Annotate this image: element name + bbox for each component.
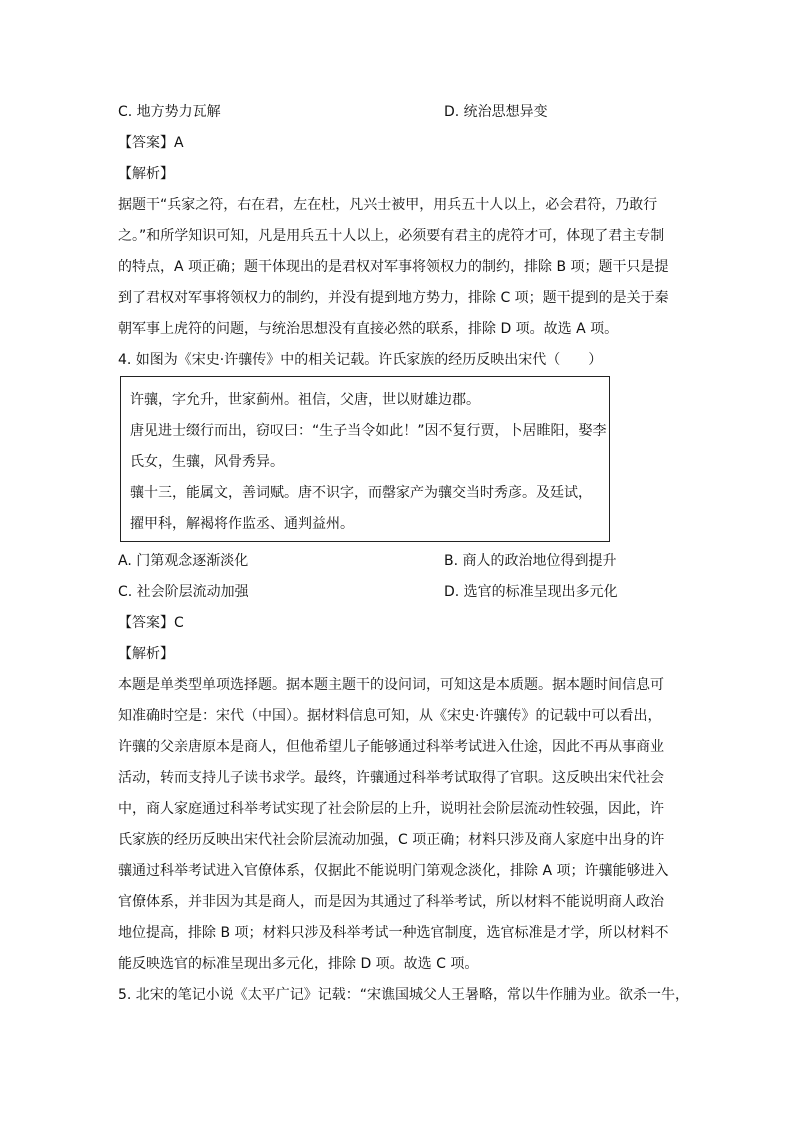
q4-analysis-line: 活动，转而支持儿子读书求学。最终，许骧通过科举考试取得了官职。这反映出宋代社会 [118, 770, 664, 786]
q4-stem: 4. 如图为《宋史·许骧传》中的相关记载。许氏家族的经历反映出宋代（ ） [118, 352, 603, 368]
q4-analysis-line: 骧通过科举考试进入官僚体系，仅据此不能说明门第观念淡化，排除 A 项；许骧能够进入 [118, 863, 669, 879]
q4-analysis-line: 能反映选官的标准呈现出多元化，排除 D 项。故选 C 项。 [118, 956, 479, 972]
q3-option-c: C. 地方势力瓦解 [118, 104, 221, 120]
q4-answer: 【答案】C [118, 615, 184, 631]
q4-analysis-line: 本题是单类型单项选择题。据本题主题干的设问词，可知这是本质题。据本题时间信息可 [118, 677, 664, 693]
q4-quote-line: 骧十三，能属文，善词赋。唐不识字，而罄家产为骧交当时秀彦。及廷试， [130, 485, 592, 501]
q4-analysis-line: 官僚体系，并非因为其是商人，而是因为其通过了科举考试，所以材料不能说明商人政治 [118, 894, 664, 910]
q4-analysis-line: 知准确时空是：宋代（中国）。据材料信息可知，从《宋史·许骧传》的记载中可以看出， [118, 708, 662, 724]
q4-quote-line: 唐见进士缀行而出，窃叹曰：“生子当令如此！”因不复行贾，卜居睢阳，娶李 [130, 423, 607, 439]
q4-option-d: D. 选官的标准呈现出多元化 [444, 584, 618, 600]
q5-stem: 5. 北宋的笔记小说《太平广记》记载：“宋谯国城父人王暑略，常以牛作脯为业。欲杀一牛， [118, 987, 690, 1003]
q4-quote-line: 许骧，字允升，世家蓟州。祖信，父唐，世以财雄边郡。 [130, 392, 480, 408]
q4-analysis-label: 【解析】 [118, 646, 174, 662]
q4-option-b: B. 商人的政治地位得到提升 [444, 553, 617, 569]
q4-option-a: A. 门第观念逐渐淡化 [118, 553, 249, 569]
q4-analysis-line: 许骧的父亲唐原本是商人，但他希望儿子能够通过科举考试进入仕途，因此不再从事商业 [118, 739, 664, 755]
q4-analysis-line: 地位提高，排除 B 项；材料只涉及科举考试一种选官制度，选官标准是才学，所以材料不 [118, 925, 669, 941]
q4-analysis-line: 中，商人家庭通过科举考试实现了社会阶层的上升，说明社会阶层流动性较强，因此，许 [118, 801, 664, 817]
q3-analysis-line: 的特点，A 项正确；题干体现出的是君权对军事将领权力的制约，排除 B 项；题干只是提 [118, 259, 669, 275]
q4-quote-box [120, 376, 610, 542]
q3-analysis-line: 朝军事上虎符的问题，与统治思想没有直接必然的联系，排除 D 项。故选 A 项。 [118, 321, 619, 337]
q3-analysis-line: 之。”和所学知识可知，凡是用兵五十人以上，必须要有君主的虎符才可，体现了君主专制 [118, 228, 665, 244]
q4-quote-line: 擢甲科，解褐将作监丞、通判益州。 [130, 516, 354, 532]
q3-answer: 【答案】A [118, 135, 184, 151]
q3-analysis-label: 【解析】 [118, 166, 174, 182]
q4-analysis-line: 氏家族的经历反映出宋代社会阶层流动加强，C 项正确；材料只涉及商人家庭中出身的许 [118, 832, 665, 848]
q4-option-c: C. 社会阶层流动加强 [118, 584, 249, 600]
q3-analysis-line: 到了君权对军事将领权力的制约，并没有提到地方势力，排除 C 项；题干提到的是关于秦 [118, 290, 669, 306]
q4-quote-line: 氏女，生骧，风骨秀异。 [130, 454, 284, 470]
q3-analysis-line: 据题干“兵家之符，右在君，左在杜，凡兴士被甲，用兵五十人以上，必会君符，乃敢行 [118, 197, 658, 213]
q3-option-d: D. 统治思想异变 [444, 104, 548, 120]
